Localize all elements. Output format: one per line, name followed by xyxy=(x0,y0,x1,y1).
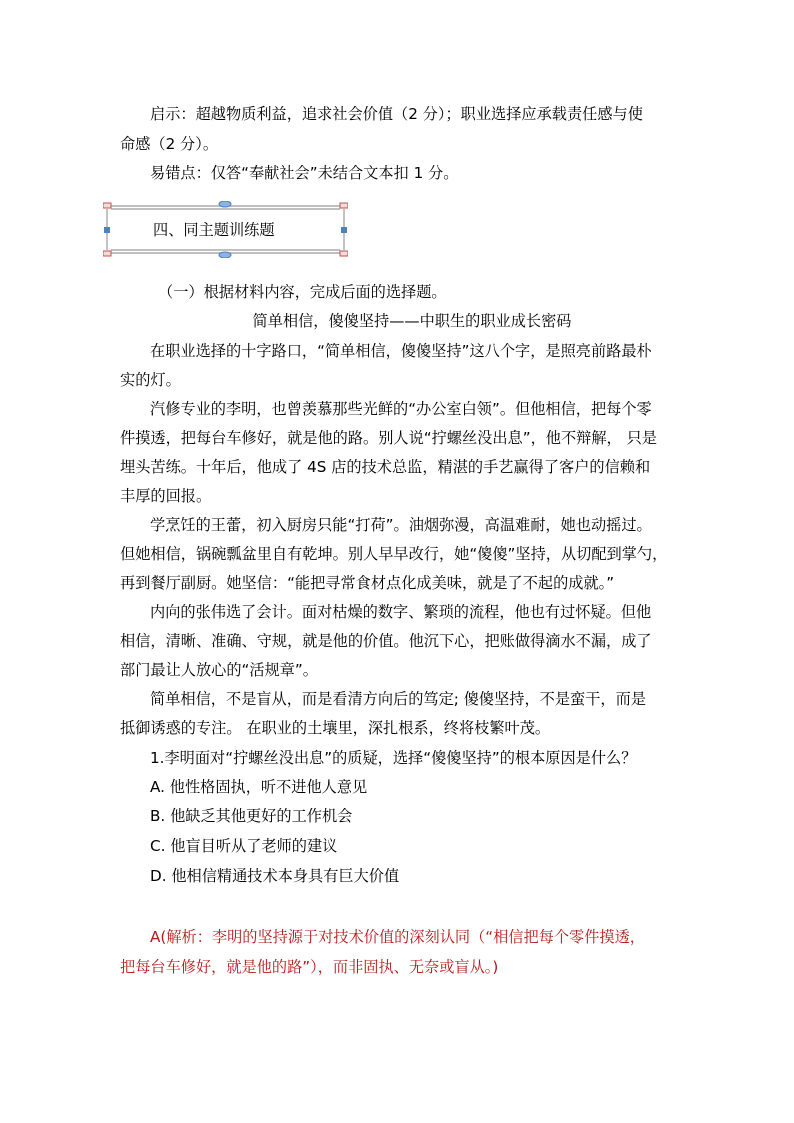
paragraph-line: 但她相信，锅碗瓢盆里自有乾坤。别人早早改行，她“傻傻”坚持，从切配到掌勺， xyxy=(120,545,668,563)
paragraph-line: 学烹饪的王蕾，初入厨房只能“打荷”。油烟弥漫，高温难耐，她也动摇过。 xyxy=(150,516,652,534)
option-d: D. 他相信精通技术本身具有巨大价值 xyxy=(150,867,400,885)
option-c: C. 他盲目听从了老师的建议 xyxy=(150,837,338,855)
paragraph-line: 实的灯。 xyxy=(120,371,181,389)
paragraph-line: 在职业选择的十字路口，“简单相信，傻傻坚持”这八个字，是照亮前路最朴 xyxy=(150,342,652,360)
answer-analysis-line-2: 把每台车修好，就是他的路”），而非固执、无奈或盲从。) xyxy=(120,958,499,976)
paragraph-line: 简单相信，不是盲从，而是看清方向后的笃定; 傻傻坚持，不是蛮干，而是 xyxy=(150,690,646,708)
insight-line-2: 命感（2 分）。 xyxy=(120,135,219,153)
paragraph-line: 埋头苦练。十年后，他成了 4S 店的技术总监，精湛的手艺赢得了客户的信赖和 xyxy=(120,458,651,476)
error-point: 易错点：仅答“奉献社会”未结合文本扣 1 分。 xyxy=(150,164,459,182)
paragraph-line: 相信，清晰、准确、守规，就是他的价值。他沉下心，把账做得滴水不漏，成了 xyxy=(120,632,652,650)
paragraph-line: 部门最让人放心的“活规章”。 xyxy=(120,661,318,679)
paragraph-line: 再到餐厅副厨。她坚信：“能把寻常食材点化成美味，就是了不起的成就。” xyxy=(120,574,615,592)
paragraph-line: 件摸透，把每台车修好，就是他的路。别人说“拧螺丝没出息”，他不辩解， 只是 xyxy=(120,429,657,447)
paragraph-line: 内向的张伟选了会计。面对枯燥的数字、繁琐的流程，他也有过怀疑。但他 xyxy=(150,603,652,621)
option-a: A. 他性格固执，听不进他人意见 xyxy=(150,778,368,796)
option-b: B. 他缺乏其他更好的工作机会 xyxy=(150,807,353,825)
exercise-instruction: （一）根据材料内容，完成后面的选择题。 xyxy=(158,283,447,301)
paragraph-line: 丰厚的回报。 xyxy=(120,487,212,505)
insight-line-1: 启示：超越物质利益，追求社会价值（2 分）；职业选择应承载责任感与使 xyxy=(150,105,643,123)
paragraph-line: 抵御诱惑的专注。 在职业的土壤里，深扎根系，终将枝繁叶茂。 xyxy=(120,719,551,737)
section-title: 四、同主题训练题 xyxy=(153,221,275,239)
passage-title: 简单相信，傻傻坚持——中职生的职业成长密码 xyxy=(252,312,572,330)
question-text: 1.李明面对“拧螺丝没出息”的质疑，选择“傻傻坚持”的根本原因是什么？ xyxy=(150,749,637,767)
paragraph-line: 汽修专业的李明，也曾羡慕那些光鲜的“办公室白领”。但他相信，把每个零 xyxy=(150,400,652,418)
answer-analysis-line-1: A(解析：李明的坚持源于对技术价值的深刻认同（“相信把每个零件摸透， xyxy=(150,928,645,946)
